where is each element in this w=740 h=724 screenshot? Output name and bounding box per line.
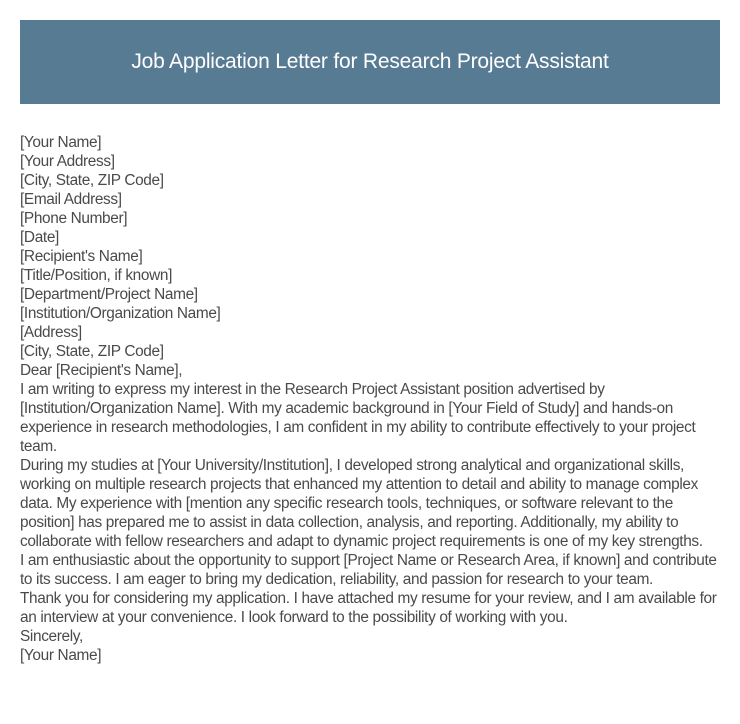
letter-body <box>20 133 722 665</box>
closing: Sincerely, <box>20 628 83 645</box>
signature: [Your Name] <box>20 647 102 664</box>
recipient-name: [Recipient's Name] <box>20 248 143 265</box>
recipient-address: [Address] <box>20 324 82 341</box>
paragraph-thanks: Thank you for considering my application. I have attached my resume for your review, and I am available for an interview at your convenience. I look forward to the possibility of working with you. <box>20 590 717 626</box>
recipient-city-state-zip: [City, State, ZIP Code] <box>20 343 164 360</box>
sender-block <box>20 133 722 247</box>
sender-address: [Your Address] <box>20 153 115 170</box>
sender-phone: [Phone Number] <box>20 210 128 227</box>
letter-date: [Date] <box>20 229 59 246</box>
sender-name: [Your Name] <box>20 134 102 151</box>
sender-email: [Email Address] <box>20 191 122 208</box>
title-banner <box>20 20 720 104</box>
page-title: Job Application Letter for Research Project Assistant <box>131 50 609 73</box>
paragraph-experience: During my studies at [Your University/Institution], I developed strong analytical and organizational skills, working on multiple research projects that enhanced my attention to detail and ability to manage complex data. My experience with [mention any specific research tools, techniques, or software relevant to the position] has prepared me to assist in data collection, analysis, and reporting. Additionally, my ability to collaborate with fellow researchers and adapt to dynamic project requirements is one of my key strengths. <box>20 457 703 550</box>
paragraph-intro: I am writing to express my interest in the Research Project Assistant position advertised by [Institution/Organization Name]. With my academic background in [Your Field of Study] and hands-on experience in research methodologies, I am confident in my ability to contribute effectively to your project team. <box>20 381 696 455</box>
recipient-block <box>20 247 722 361</box>
recipient-title: [Title/Position, if known] <box>20 267 172 284</box>
sender-city-state-zip: [City, State, ZIP Code] <box>20 172 164 189</box>
recipient-department: [Department/Project Name] <box>20 286 198 303</box>
recipient-institution: [Institution/Organization Name] <box>20 305 221 322</box>
paragraph-enthusiasm: I am enthusiastic about the opportunity to support [Project Name or Research Area, if known] and contribute to its success. I am eager to bring my dedication, reliability, and passion for research to your team. <box>20 552 717 588</box>
salutation: Dear [Recipient's Name], <box>20 362 183 379</box>
